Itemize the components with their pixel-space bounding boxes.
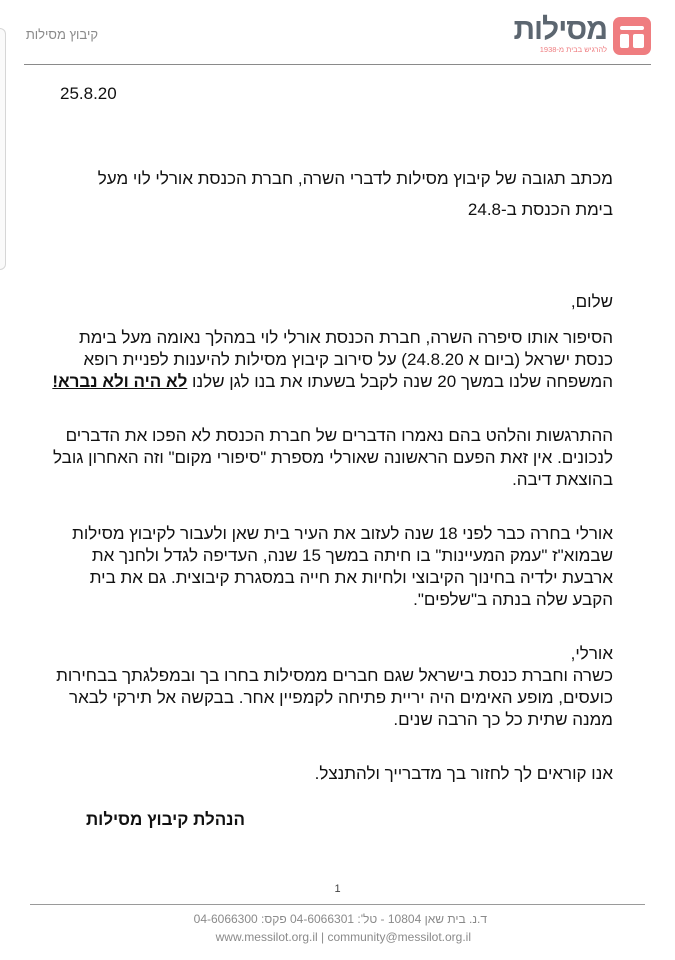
paragraph-4	[53, 643, 613, 731]
paragraph-line: אנו קוראים לך לחזור בך מדברייך ולהתנצל.	[314, 764, 613, 783]
page-number: 1	[334, 883, 341, 895]
paragraph-line: הסיפור אותו סיפרה השרה, חברת הכנסת אורלי לוי במהלך נאומה מעל בימת	[78, 328, 613, 347]
paragraph-line: כנסת ישראל (ביום א 24.8.20) על סירוב קיבוץ מסילות להיענות לפניית רופא	[83, 350, 613, 369]
paragraph-line: כועסים, מופע האימים היה יריית פתיחה לקמפיין אחר. בבקשה אל תירקי לבאר	[69, 688, 613, 707]
paragraph-5	[53, 763, 613, 785]
paragraph-line: שבמוא"ז "עמק המעיינות" בו חיתה במשך 15 שנה, העדיפה לגדל ולחנך את	[91, 546, 613, 565]
paragraph-line: בהוצאת דיבה.	[512, 470, 613, 489]
logo-tagline: להרגיש בבית מ-1938	[539, 45, 607, 54]
paragraph-line: כשרה וחברת כנסת בישראל שגם חברים ממסילות בחרו בך ובמפלגתך בבחירות	[56, 666, 613, 685]
paragraph-2	[53, 425, 613, 491]
paragraph-line: הקבע שלה בנתה ב"שלפים".	[413, 590, 613, 609]
paragraph-line	[53, 371, 613, 393]
emphasis-text: לא היה ולא נברא!	[52, 372, 188, 391]
footer-address: ד.נ. בית שאן 10804 - טל': 04-6066301 פקס: 04-6066300	[193, 912, 487, 926]
logo	[501, 15, 651, 57]
subject-line: מכתב תגובה של קיבוץ מסילות לדברי השרה, חברת הכנסת אורלי לוי מעל	[97, 169, 613, 188]
paragraph-line: אורלי בחרה כבר לפני 18 שנה לעזוב את העיר בית שאן ולעבור לקיבוץ מסילות	[72, 524, 613, 543]
greeting: שלום,	[570, 292, 613, 311]
header-org-name: קיבוץ מסילות	[25, 27, 98, 42]
footer-web: www.messilot.org.il | community@messilot.org.il	[215, 930, 471, 944]
paragraph-line: אורלי,	[570, 644, 613, 663]
paragraph-line: לנכונים. אין זאת הפעם הראשונה שאורלי מספרת "סיפורי מקום" וזה האחרון גובל	[52, 448, 613, 467]
letter-date: 25.8.20	[60, 84, 117, 103]
paragraph-text: המשפחה שלנו במשך 20 שנה לקבל בשעתו את בנו לגן שלנו	[187, 372, 613, 391]
paragraph-line: ממנה שתית כל כך הרבה שנים.	[393, 710, 613, 729]
paragraph-3	[53, 523, 613, 611]
paragraph-line: ארבעת ילדיה בחינוך הקיבוצי ולחיות את חייה במסגרת קיבוצית. גם את בית	[89, 568, 613, 587]
logo-text: מסילות	[513, 13, 607, 46]
logo-icon	[613, 17, 651, 55]
paragraph-1	[53, 327, 613, 393]
paragraph-line: ההתרגשות והלהט בהם נאמרו הדברים של חברת הכנסת לא הפכו את הדברים	[65, 426, 613, 445]
letter-subject	[53, 168, 613, 221]
scrollbar-edge[interactable]	[0, 28, 6, 270]
signature: הנהלת קיבוץ מסילות	[85, 810, 245, 829]
header-divider	[24, 64, 651, 65]
footer-divider	[30, 904, 645, 905]
subject-line: בימת הכנסת ב-24.8	[467, 200, 613, 219]
